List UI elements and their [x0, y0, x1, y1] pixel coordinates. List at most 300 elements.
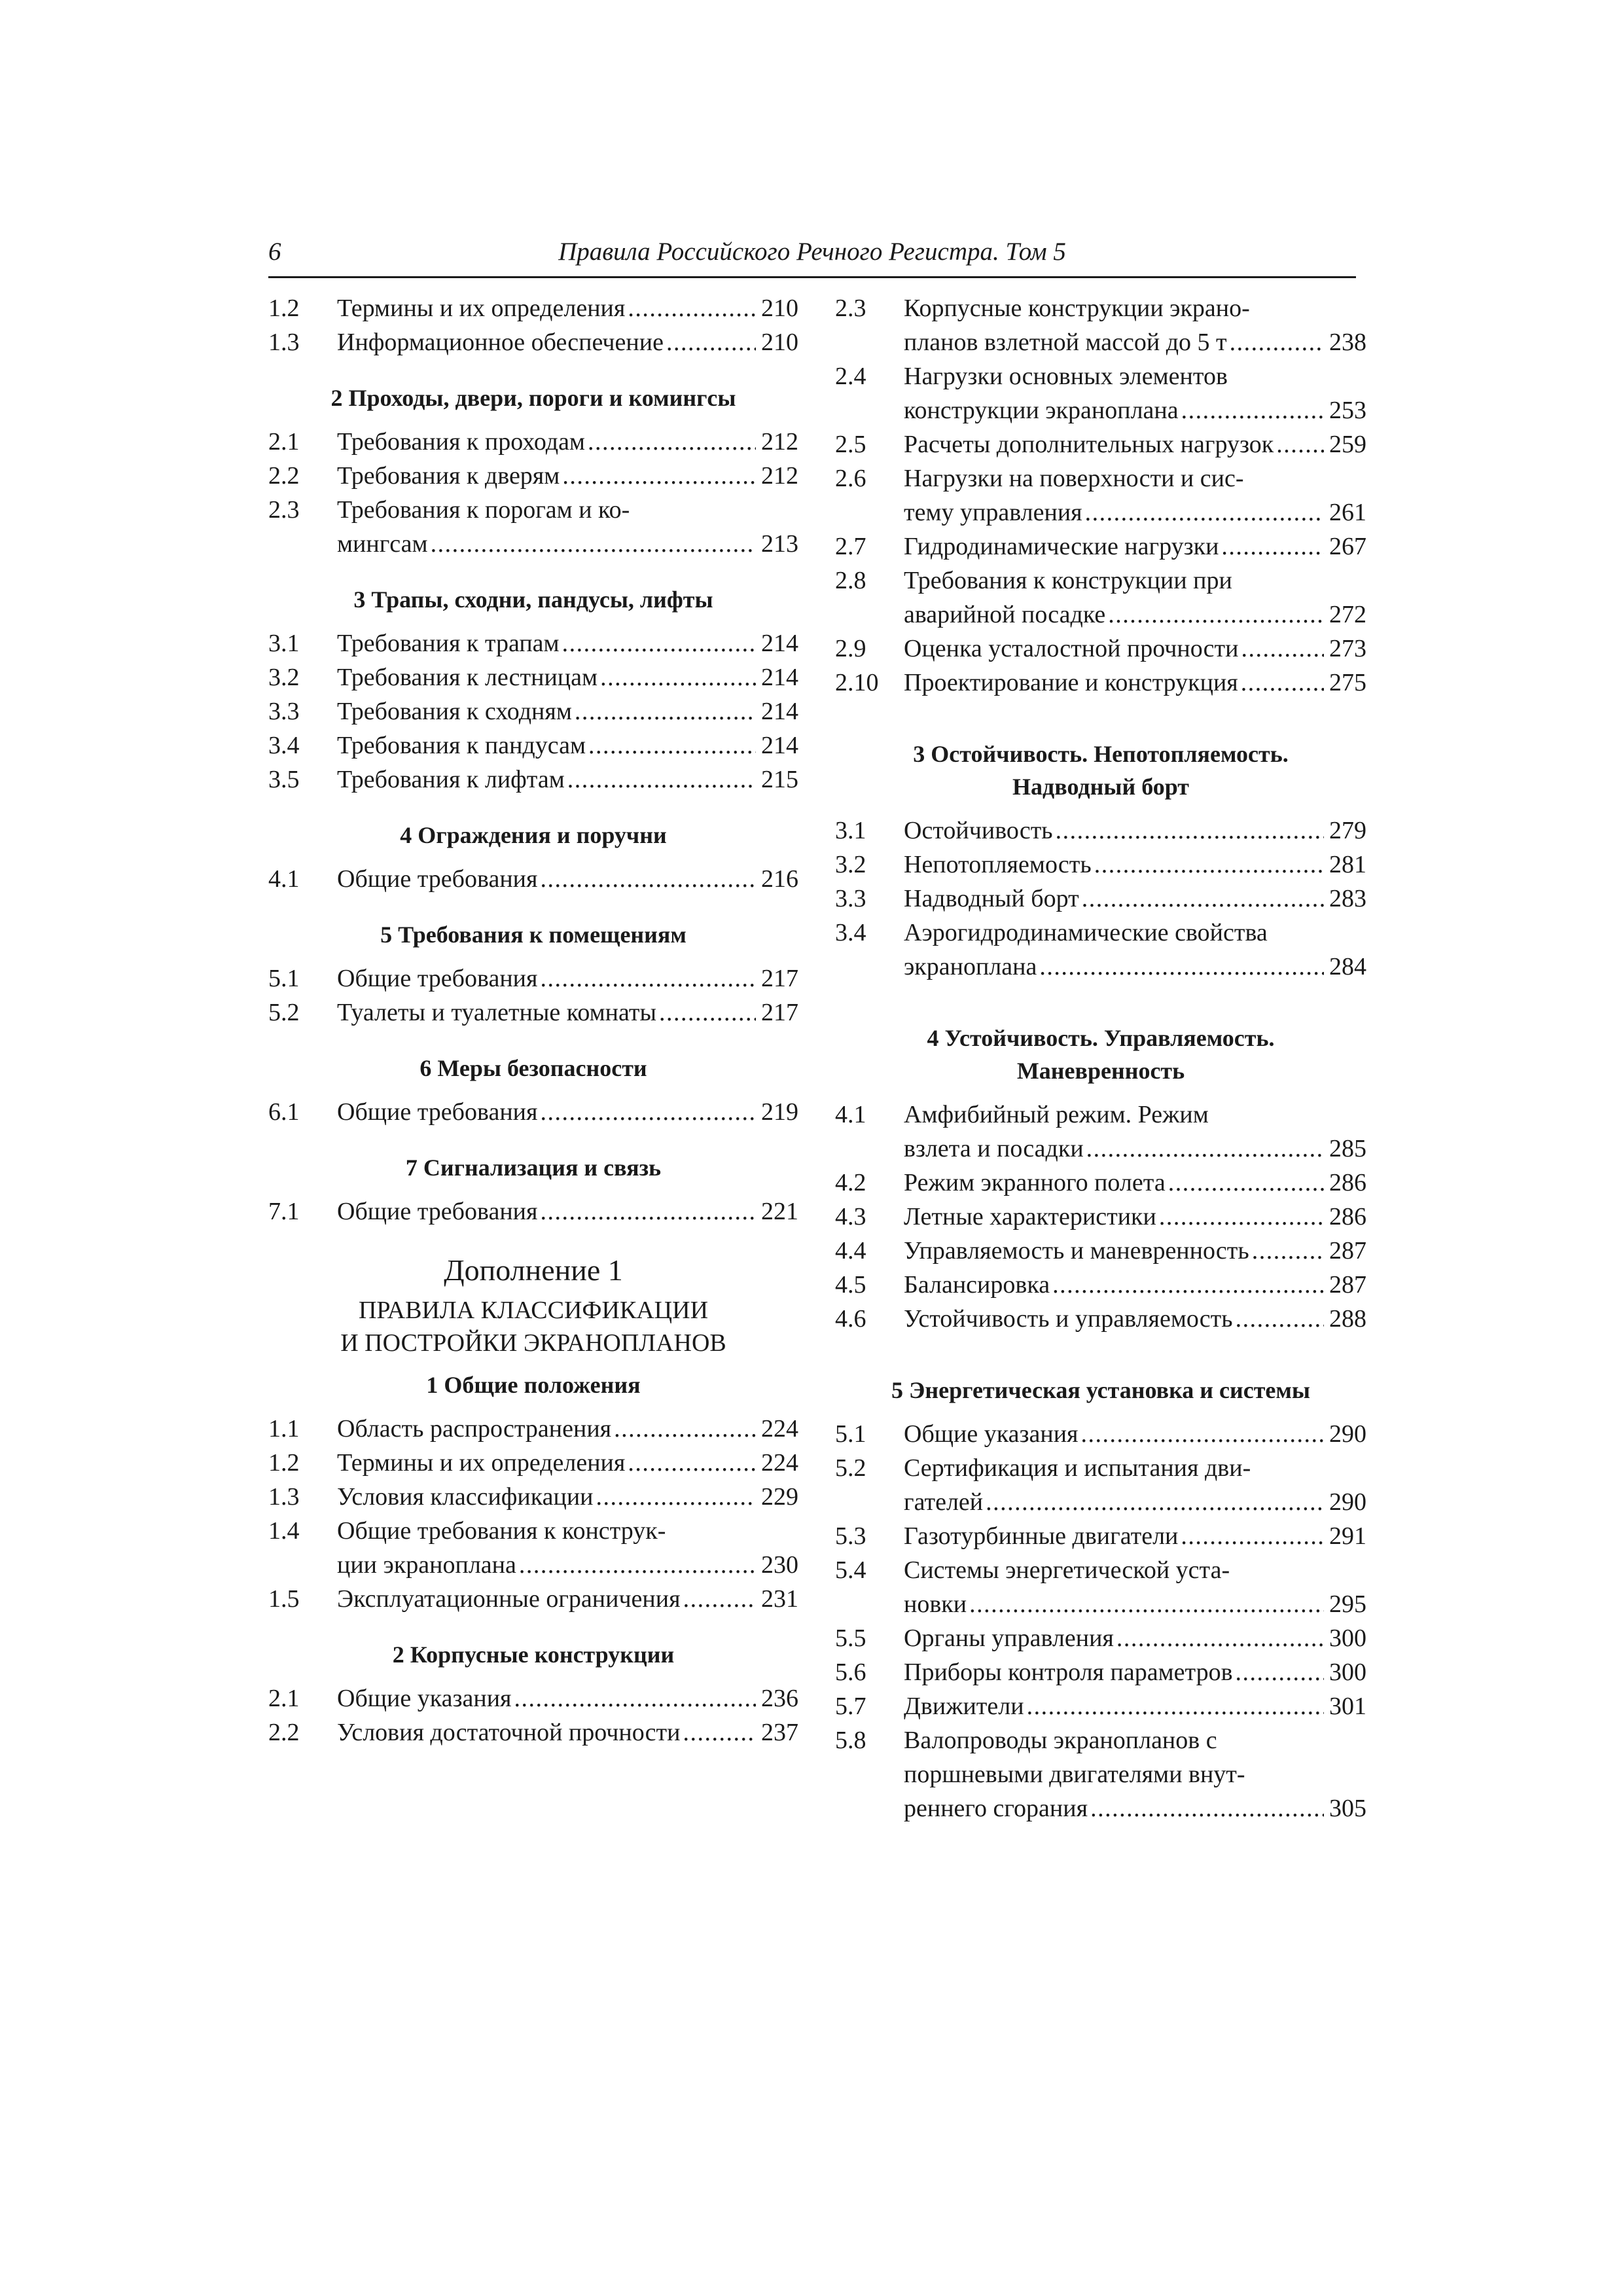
entry-number: 7.1: [268, 1198, 300, 1225]
entry-last-line: [904, 1268, 1366, 1302]
entry-title: новки: [904, 1590, 967, 1618]
entry-text: [337, 996, 798, 1030]
appendix-heading: [268, 1251, 798, 1359]
page-header: [268, 237, 1356, 278]
dot-leader: [1181, 1519, 1324, 1553]
entry-page: 300: [1329, 1624, 1366, 1652]
entry-number: 5.8: [835, 1727, 866, 1754]
dot-leader: [1236, 1302, 1324, 1336]
entry-number: 2.3: [835, 295, 866, 322]
entry-number: 3.5: [268, 766, 300, 793]
section-title: [268, 1369, 798, 1401]
dot-leader: [1116, 1621, 1324, 1655]
toc-section: [268, 1638, 798, 1749]
entry-text: [904, 1098, 1366, 1166]
entry-last-line: [337, 996, 798, 1030]
toc-entry: [268, 1514, 798, 1582]
entry-page: 214: [761, 698, 798, 725]
toc-entry: [835, 564, 1366, 632]
entry-last-line: [904, 814, 1366, 848]
toc-section: [268, 1369, 798, 1616]
entry-text: [904, 1723, 1366, 1825]
entry-page: 281: [1329, 851, 1366, 878]
section-title-line: Надводный борт: [1012, 774, 1189, 800]
entry-number: 4.5: [835, 1271, 866, 1299]
entry-title: Информационное обеспечение: [337, 329, 664, 356]
toc-entry: [268, 291, 798, 325]
entry-last-line: [337, 961, 798, 996]
entry-last-line: [904, 1302, 1366, 1336]
toc-entry: [835, 848, 1366, 882]
toc-entry: [835, 1723, 1366, 1825]
dot-leader: [1086, 1132, 1324, 1166]
entry-page: 301: [1329, 1693, 1366, 1720]
toc-entry: [835, 1268, 1366, 1302]
entry-text: [904, 291, 1366, 359]
entry-title-line: Корпусные конструкции экрано-: [904, 295, 1250, 322]
entry-title: Органы управления: [904, 1624, 1114, 1652]
entry-text: [337, 1681, 798, 1715]
dot-leader: [666, 325, 756, 359]
entry-text: [904, 1689, 1366, 1723]
section-title: [268, 382, 798, 414]
entry-number: 2.5: [835, 431, 866, 458]
entry-text: [337, 660, 798, 694]
entry-title: Требования к дверям: [337, 462, 560, 490]
toc-entry: [268, 493, 798, 561]
entry-title: Гидродинамические нагрузки: [904, 533, 1219, 560]
entry-title: тему управления: [904, 499, 1082, 526]
entry-last-line: [337, 425, 798, 459]
dot-leader: [562, 459, 756, 493]
toc-section: [835, 291, 1366, 700]
dot-leader: [1082, 882, 1324, 916]
entry-last-line: [337, 1095, 798, 1129]
entry-title: Режим экранного полета: [904, 1169, 1166, 1196]
entry-title: Требования к лестницам: [337, 664, 598, 691]
section-title-line: 1 Общие положения: [426, 1372, 641, 1398]
toc-entry: [268, 660, 798, 694]
entry-last-line: [337, 1582, 798, 1616]
entry-number: 6.1: [268, 1098, 300, 1126]
dot-leader: [659, 996, 756, 1030]
entry-number: 2.8: [835, 567, 866, 594]
entry-text: [904, 916, 1366, 984]
entry-title: Устойчивость и управляемость: [904, 1305, 1233, 1333]
toc-entry: [268, 1582, 798, 1616]
entry-number: 5.3: [835, 1522, 866, 1550]
entry-number: 2.9: [835, 635, 866, 662]
entry-number: 5.5: [835, 1624, 866, 1652]
entry-text: [904, 882, 1366, 916]
entry-number: 3.3: [268, 698, 300, 725]
entry-text: [904, 1519, 1366, 1553]
entry-title-line: поршневыми двигателями внут-: [904, 1761, 1245, 1788]
section-title-line: Маневренность: [1016, 1058, 1185, 1084]
dot-leader: [986, 1485, 1324, 1519]
section-title-line: 6 Меры безопасности: [419, 1055, 647, 1081]
dot-leader: [1221, 529, 1324, 564]
entry-text: [337, 626, 798, 660]
entry-last-line: [904, 1587, 1366, 1621]
toc-entry: [835, 1417, 1366, 1451]
entry-number: 1.3: [268, 329, 300, 356]
entry-title: взлета и посадки: [904, 1135, 1084, 1162]
entry-number: 1.1: [268, 1415, 300, 1443]
appendix-subtitle-line: ПРАВИЛА КЛАССИФИКАЦИИ: [358, 1297, 709, 1324]
entry-text: [337, 961, 798, 996]
entry-text: [337, 325, 798, 359]
entry-last-line: [337, 626, 798, 660]
dot-leader: [683, 1582, 756, 1616]
entry-page: 283: [1329, 885, 1366, 912]
entry-number: 4.1: [268, 865, 300, 893]
dot-leader: [1181, 393, 1324, 427]
entry-last-line: [904, 1132, 1366, 1166]
toc-entry: [835, 814, 1366, 848]
entry-number: 2.1: [268, 428, 300, 456]
entry-page: 261: [1329, 499, 1366, 526]
entry-number: 3.1: [268, 630, 300, 657]
dot-leader: [588, 425, 756, 459]
section-title: [268, 1638, 798, 1671]
entry-page: 217: [761, 999, 798, 1026]
entry-title: Требования к пандусам: [337, 732, 586, 759]
entry-text: [904, 632, 1366, 666]
toc-section: [268, 1052, 798, 1129]
entry-title: Остойчивость: [904, 817, 1053, 844]
entry-text: [904, 1234, 1366, 1268]
toc-section: [835, 1374, 1366, 1825]
dot-leader: [1252, 1234, 1324, 1268]
entry-text: [337, 1715, 798, 1749]
entry-last-line: [904, 1485, 1366, 1519]
entry-last-line: [337, 459, 798, 493]
entry-text: [337, 459, 798, 493]
toc-left-sections: [268, 291, 798, 1229]
dot-leader: [614, 1412, 756, 1446]
entry-page: 210: [761, 295, 798, 322]
entry-number: 4.2: [835, 1169, 866, 1196]
entry-number: 2.1: [268, 1685, 300, 1712]
entry-page: 229: [761, 1483, 798, 1511]
entry-text: [337, 1412, 798, 1446]
entry-text: [337, 1446, 798, 1480]
entry-title: Приборы контроля параметров: [904, 1659, 1233, 1686]
dot-leader: [1052, 1268, 1324, 1302]
dot-leader: [519, 1548, 756, 1582]
entry-last-line: [904, 495, 1366, 529]
dot-leader: [1085, 495, 1324, 529]
entry-number: 3.2: [835, 851, 866, 878]
toc-entry: [835, 529, 1366, 564]
entry-last-line: [337, 1715, 798, 1749]
entry-title: Термины и их определения: [337, 1449, 626, 1477]
entry-number: 5.2: [835, 1454, 866, 1482]
entry-page: 214: [761, 664, 798, 691]
entry-text: [337, 694, 798, 728]
entry-title: Условия достаточной прочности: [337, 1719, 681, 1746]
page-number: 6: [268, 238, 281, 266]
entry-number: 5.7: [835, 1693, 866, 1720]
entry-last-line: [904, 1655, 1366, 1689]
entry-text: [904, 848, 1366, 882]
entry-last-line: [904, 598, 1366, 632]
toc-entry: [835, 1451, 1366, 1519]
entry-text: [337, 862, 798, 896]
entry-text: [337, 728, 798, 762]
section-title-line: 3 Трапы, сходни, пандусы, лифты: [353, 586, 713, 613]
entry-last-line: [904, 848, 1366, 882]
entry-number: 3.3: [835, 885, 866, 912]
dot-leader: [588, 728, 756, 762]
entry-page: 212: [761, 428, 798, 456]
entry-title: Оценка усталостной прочности: [904, 635, 1239, 662]
entry-last-line: [337, 694, 798, 728]
entry-text: [904, 427, 1366, 461]
entry-title: Требования к трапам: [337, 630, 560, 657]
entry-page: 221: [761, 1198, 798, 1225]
dot-leader: [683, 1715, 757, 1749]
entry-text: [337, 425, 798, 459]
entry-number: 4.4: [835, 1237, 866, 1265]
toc-entry: [835, 666, 1366, 700]
entry-last-line: [337, 1480, 798, 1514]
entry-last-line: [904, 950, 1366, 984]
section-title: [268, 819, 798, 852]
entry-title: Газотурбинные двигатели: [904, 1522, 1179, 1550]
entry-text: [337, 1194, 798, 1229]
toc-entry: [268, 1412, 798, 1446]
entry-text: [904, 666, 1366, 700]
dot-leader: [1236, 1655, 1324, 1689]
entry-number: 1.3: [268, 1483, 300, 1511]
entry-page: 224: [761, 1449, 798, 1477]
toc-entry: [835, 1200, 1366, 1234]
entry-page: 212: [761, 462, 798, 490]
entry-page: 253: [1329, 397, 1366, 424]
dot-leader: [1108, 598, 1324, 632]
entry-number: 4.6: [835, 1305, 866, 1333]
entry-page: 275: [1329, 669, 1366, 696]
entry-page: 290: [1329, 1420, 1366, 1448]
toc-entry: [835, 632, 1366, 666]
entry-text: [337, 493, 798, 561]
section-title: [835, 738, 1366, 803]
entry-last-line: [337, 862, 798, 896]
entry-number: 2.7: [835, 533, 866, 560]
entry-title: ции экраноплана: [337, 1551, 516, 1579]
entry-title: аварийной посадке: [904, 601, 1106, 628]
entry-page: 286: [1329, 1203, 1366, 1230]
entry-last-line: [904, 882, 1366, 916]
dot-leader: [567, 762, 756, 797]
entry-last-line: [904, 325, 1366, 359]
toc-entry: [268, 626, 798, 660]
entry-title-line: Требования к конструкции при: [904, 567, 1232, 594]
entry-page: 259: [1329, 431, 1366, 458]
entry-text: [904, 1302, 1366, 1336]
toc-entry: [268, 1446, 798, 1480]
entry-title-line: Системы энергетической уста-: [904, 1556, 1230, 1584]
entry-page: 237: [761, 1719, 798, 1746]
appendix-subtitle: [268, 1294, 798, 1359]
toc-section: [268, 583, 798, 797]
entry-text: [904, 1621, 1366, 1655]
dot-leader: [969, 1587, 1324, 1621]
dot-leader: [628, 291, 756, 325]
toc-entry: [835, 1302, 1366, 1336]
entry-last-line: [337, 728, 798, 762]
dot-leader: [628, 1446, 756, 1480]
toc-appendix-sections: [268, 1369, 798, 1749]
entry-page: 224: [761, 1415, 798, 1443]
toc-right-sections: [835, 291, 1366, 1825]
entry-last-line: [904, 666, 1366, 700]
entry-title: Эксплуатационные ограничения: [337, 1585, 681, 1613]
toc-entry: [835, 1234, 1366, 1268]
dot-leader: [540, 1095, 756, 1129]
toc-section: [268, 291, 798, 359]
section-title-line: 4 Ограждения и поручни: [400, 822, 667, 848]
entry-page: 210: [761, 329, 798, 356]
appendix-subtitle-line: И ПОСТРОЙКИ ЭКРАНОПЛАНОВ: [340, 1329, 726, 1357]
running-title: Правила Российского Речного Регистра. Том 5: [558, 238, 1066, 266]
toc-entry: [835, 427, 1366, 461]
entry-page: 305: [1329, 1795, 1366, 1822]
entry-last-line: [337, 1446, 798, 1480]
entry-number: 4.1: [835, 1101, 866, 1128]
entry-title: Область распространения: [337, 1415, 612, 1443]
dot-leader: [562, 626, 756, 660]
entry-text: [337, 762, 798, 797]
entry-page: 279: [1329, 817, 1366, 844]
entry-number: 3.4: [835, 919, 866, 946]
entry-number: 1.4: [268, 1517, 300, 1545]
entry-page: 217: [761, 965, 798, 992]
section-title-line: 3 Остойчивость. Непотопляемость.: [913, 741, 1289, 767]
dot-leader: [596, 1480, 756, 1514]
section-title-line: 5 Требования к помещениям: [380, 922, 687, 948]
toc-entry: [835, 1166, 1366, 1200]
toc-entry: [835, 291, 1366, 359]
entry-title-line: Аэрогидродинамические свойства: [904, 919, 1268, 946]
entry-title: Общие требования: [337, 965, 538, 992]
dot-leader: [1168, 1166, 1324, 1200]
entry-last-line: [337, 1412, 798, 1446]
entry-page: 287: [1329, 1237, 1366, 1265]
entry-number: 5.4: [835, 1556, 866, 1584]
toc-entry: [268, 728, 798, 762]
section-title: [268, 583, 798, 616]
entry-page: 238: [1329, 329, 1366, 356]
entry-text: [337, 291, 798, 325]
entry-title: Требования к лифтам: [337, 766, 565, 793]
dot-leader: [600, 660, 756, 694]
entry-text: [904, 529, 1366, 564]
entry-last-line: [904, 1791, 1366, 1825]
dot-leader: [1276, 427, 1324, 461]
toc-entry: [268, 961, 798, 996]
entry-title: конструкции экраноплана: [904, 397, 1179, 424]
entry-page: 267: [1329, 533, 1366, 560]
entry-title: Общие требования: [337, 865, 538, 893]
toc-entry: [835, 1098, 1366, 1166]
entry-page: 295: [1329, 1590, 1366, 1618]
entry-last-line: [904, 393, 1366, 427]
entry-number: 2.4: [835, 363, 866, 390]
entry-number: 2.10: [835, 669, 879, 696]
toc-entry: [835, 359, 1366, 427]
toc-section: [835, 738, 1366, 984]
entry-page: 215: [761, 766, 798, 793]
entry-page: 291: [1329, 1522, 1366, 1550]
entry-number: 2.2: [268, 1719, 300, 1746]
entry-title: реннего сгорания: [904, 1795, 1088, 1822]
entry-page: 230: [761, 1551, 798, 1579]
entry-page: 290: [1329, 1488, 1366, 1516]
entry-title: Надводный борт: [904, 885, 1079, 912]
dot-leader: [1081, 1417, 1324, 1451]
entry-text: [337, 1514, 798, 1582]
entry-text: [904, 564, 1366, 632]
entry-title: Управляемость и маневренность: [904, 1237, 1249, 1265]
section-title: [835, 1374, 1366, 1407]
entry-text: [904, 1417, 1366, 1451]
entry-title: Общие требования: [337, 1198, 538, 1225]
entry-last-line: [337, 762, 798, 797]
entry-title-line: Сертификация и испытания дви-: [904, 1454, 1251, 1482]
entry-title-line: Требования к порогам и ко-: [337, 496, 630, 524]
entry-title: Требования к сходням: [337, 698, 572, 725]
dot-leader: [1027, 1689, 1324, 1723]
entry-text: [904, 359, 1366, 427]
section-title-line: 5 Энергетическая установка и системы: [891, 1377, 1311, 1403]
entry-number: 2.3: [268, 496, 300, 524]
entry-last-line: [904, 1621, 1366, 1655]
entry-number: 5.1: [835, 1420, 866, 1448]
toc-entry: [835, 1655, 1366, 1689]
entry-title: планов взлетной массой до 5 т: [904, 329, 1227, 356]
section-title: [835, 1022, 1366, 1087]
entry-last-line: [337, 1194, 798, 1229]
section-title: [268, 1151, 798, 1184]
entry-last-line: [337, 325, 798, 359]
entry-title: Балансировка: [904, 1271, 1050, 1299]
toc-entry: [268, 325, 798, 359]
entry-number: 5.2: [268, 999, 300, 1026]
toc-entry: [835, 1621, 1366, 1655]
entry-title-line: Валопроводы экранопланов с: [904, 1727, 1217, 1754]
toc-entry: [268, 1681, 798, 1715]
entry-page: 285: [1329, 1135, 1366, 1162]
dot-leader: [514, 1681, 756, 1715]
toc-entry: [835, 882, 1366, 916]
entry-text: [337, 1095, 798, 1129]
toc-entry: [268, 425, 798, 459]
entry-last-line: [337, 1548, 798, 1582]
entry-page: 284: [1329, 953, 1366, 980]
toc-entry: [268, 996, 798, 1030]
appendix-title: Дополнение 1: [444, 1253, 623, 1287]
toc-entry: [268, 694, 798, 728]
entry-page: 231: [761, 1585, 798, 1613]
entry-title: Общие указания: [904, 1420, 1079, 1448]
dot-leader: [1241, 666, 1324, 700]
entry-page: 213: [761, 530, 798, 558]
entry-text: [337, 1582, 798, 1616]
toc-section: [268, 918, 798, 1030]
